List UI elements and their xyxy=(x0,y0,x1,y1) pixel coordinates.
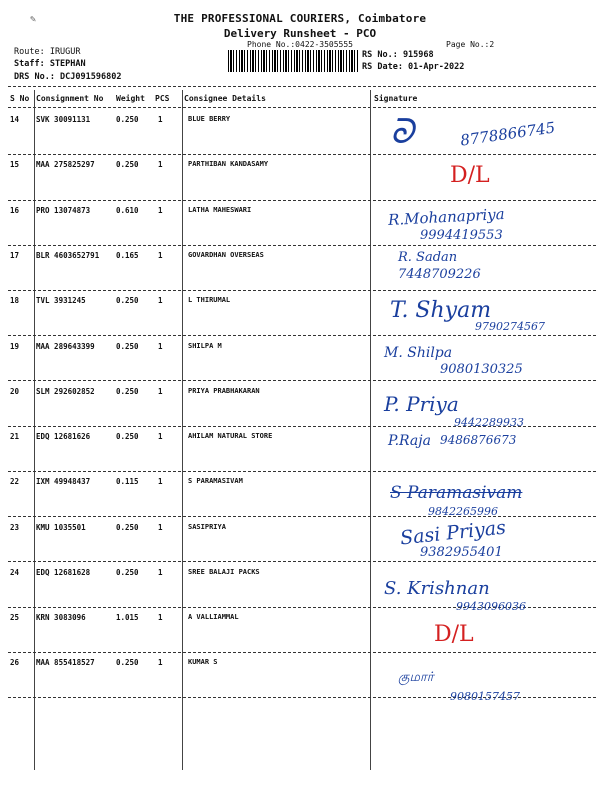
signature-20-phone: 9442289933 xyxy=(454,416,524,429)
row-pcs: 1 xyxy=(158,387,163,396)
corner-mark: ✎ xyxy=(30,14,37,25)
barcode xyxy=(228,50,358,72)
row-consignee: LATHA MAHESWARI xyxy=(188,206,252,214)
row-divider xyxy=(8,245,596,246)
signature-scribble: ᘐ xyxy=(390,112,414,152)
staff: Staff: STEPHAN xyxy=(14,59,86,69)
row-consignment: TVL 3931245 xyxy=(36,296,86,305)
row-sno: 14 xyxy=(10,115,20,124)
signature-26-name: குமார் xyxy=(398,670,434,685)
row-consignee: SASIPRIYA xyxy=(188,523,226,531)
row-weight: 0.250 xyxy=(116,160,139,169)
row-divider xyxy=(8,652,596,653)
row-consignment: BLR 4603652791 xyxy=(36,251,100,260)
runsheet-subtitle: Delivery Runsheet - PCO xyxy=(223,27,377,40)
row-consignment: SLM 292602852 xyxy=(36,387,95,396)
signature-15: D/L xyxy=(450,163,490,188)
row-consignment: PRO 13074873 xyxy=(36,206,91,215)
row-weight: 0.250 xyxy=(116,387,139,396)
col-consignment: Consignment No xyxy=(36,94,104,103)
row-pcs: 1 xyxy=(158,432,163,441)
row-consignee: PARTHIBAN KANDASAMY xyxy=(188,160,269,168)
row-consignment: EDQ 12681626 xyxy=(36,432,91,441)
row-divider xyxy=(8,290,596,291)
row-pcs: 1 xyxy=(158,342,163,351)
row-sno: 26 xyxy=(10,658,20,667)
row-consignment: IXM 49948437 xyxy=(36,477,91,486)
column-divider xyxy=(182,90,183,770)
col-signature: Signature xyxy=(374,94,418,103)
row-pcs: 1 xyxy=(158,206,163,215)
signature-21-name: P.Raja xyxy=(388,433,431,449)
row-sno: 21 xyxy=(10,432,20,441)
row-pcs: 1 xyxy=(158,251,163,260)
signature-16-name: R.Mohanapriya xyxy=(387,204,506,230)
row-divider xyxy=(8,335,596,336)
column-divider xyxy=(34,90,35,770)
signature-21-phone: 9486876673 xyxy=(440,433,517,447)
row-consignee: SHILPA M xyxy=(188,342,222,350)
row-divider xyxy=(8,200,596,201)
row-consignee: PRIYA PRABHAKARAN xyxy=(188,387,260,395)
row-sno: 22 xyxy=(10,477,20,486)
row-weight: 0.250 xyxy=(116,296,139,305)
row-weight: 0.165 xyxy=(116,251,139,260)
row-weight: 0.610 xyxy=(116,206,139,215)
row-sno: 25 xyxy=(10,613,20,622)
row-consignment: KRN 3083096 xyxy=(36,613,86,622)
row-consignment: MAA 275825297 xyxy=(36,160,95,169)
row-weight: 0.250 xyxy=(116,115,139,124)
col-consignee: Consignee Details xyxy=(184,94,266,103)
header-bottom-rule xyxy=(8,107,596,108)
row-consignee: S PARAMASIVAM xyxy=(188,477,243,485)
col-sno: S No xyxy=(10,94,30,103)
row-pcs: 1 xyxy=(158,296,163,305)
signature-16-phone: 9994419553 xyxy=(420,228,503,243)
rs-date: RS Date: 01-Apr-2022 xyxy=(362,62,465,72)
row-weight: 0.250 xyxy=(116,342,139,351)
phone-number: Phone No.:0422-3505555 xyxy=(247,40,353,49)
header-top-rule xyxy=(8,86,596,87)
row-divider xyxy=(8,471,596,472)
row-pcs: 1 xyxy=(158,115,163,124)
rs-number: RS No.: 915968 xyxy=(362,50,434,60)
row-sno: 16 xyxy=(10,206,20,215)
row-pcs: 1 xyxy=(158,658,163,667)
signature-26-phone: 9080157457 xyxy=(450,690,520,703)
row-pcs: 1 xyxy=(158,477,163,486)
signature-24-name: S. Krishnan xyxy=(384,578,490,599)
signature-23-phone: 9382955401 xyxy=(420,545,503,560)
row-divider xyxy=(8,154,596,155)
row-consignee: BLUE BERRY xyxy=(188,115,231,123)
signature-19-name: M. Shilpa xyxy=(384,345,453,361)
row-pcs: 1 xyxy=(158,523,163,532)
row-pcs: 1 xyxy=(158,160,163,169)
col-weight: Weight xyxy=(116,94,145,103)
column-divider xyxy=(370,90,371,770)
row-sno: 15 xyxy=(10,160,20,169)
signature-24-phone: 9943096036 xyxy=(456,600,526,613)
row-weight: 0.250 xyxy=(116,568,139,577)
signature-25: D/L xyxy=(434,622,474,647)
signature-18-name: T. Shyam xyxy=(390,298,492,323)
signature-23-name: Sasi Priyas xyxy=(399,516,507,550)
row-pcs: 1 xyxy=(158,568,163,577)
row-sno: 23 xyxy=(10,523,20,532)
row-weight: 0.250 xyxy=(116,523,139,532)
row-weight: 0.250 xyxy=(116,432,139,441)
drs-number: DRS No.: DCJ091596802 xyxy=(14,72,122,82)
row-consignment: SVK 30091131 xyxy=(36,115,91,124)
row-sno: 20 xyxy=(10,387,20,396)
row-consignment: MAA 289643399 xyxy=(36,342,95,351)
page-number: Page No.:2 xyxy=(446,40,495,49)
row-weight: 1.015 xyxy=(116,613,139,622)
row-weight: 0.115 xyxy=(116,477,139,486)
row-pcs: 1 xyxy=(158,613,163,622)
row-divider xyxy=(8,561,596,562)
row-divider xyxy=(8,516,596,517)
row-sno: 18 xyxy=(10,296,20,305)
row-sno: 17 xyxy=(10,251,20,260)
signature-22-name: S Paramasivam xyxy=(390,483,523,503)
row-consignee: AHILAM NATURAL STORE xyxy=(188,432,273,440)
company-title: THE PROFESSIONAL COURIERS, Coimbatore xyxy=(173,12,427,25)
row-consignee: KUMAR S xyxy=(188,658,218,666)
row-sno: 24 xyxy=(10,568,20,577)
row-consignment: KMU 1035501 xyxy=(36,523,86,532)
row-consignee: SREE BALAJI PACKS xyxy=(188,568,260,576)
signature-19-phone: 9080130325 xyxy=(440,362,523,377)
signature-14: 8778866745 xyxy=(459,118,557,150)
row-consignee: GOVARDHAN OVERSEAS xyxy=(188,251,264,259)
signature-17-phone: 7448709226 xyxy=(398,267,481,282)
row-weight: 0.250 xyxy=(116,658,139,667)
signature-22-phone: 9842265996 xyxy=(428,505,498,518)
signature-17-name: R. Sadan xyxy=(398,250,458,265)
signature-18-phone: 9790274567 xyxy=(475,320,545,333)
row-consignee: L THIRUMAL xyxy=(188,296,231,304)
row-divider xyxy=(8,380,596,381)
route: Route: IRUGUR xyxy=(14,47,81,57)
row-sno: 19 xyxy=(10,342,20,351)
col-pcs: PCS xyxy=(155,94,170,103)
signature-20-name: P. Priya xyxy=(384,392,459,416)
row-consignee: A VALLIAMMAL xyxy=(188,613,239,621)
row-consignment: MAA 855418527 xyxy=(36,658,95,667)
row-consignment: EDQ 12681628 xyxy=(36,568,91,577)
